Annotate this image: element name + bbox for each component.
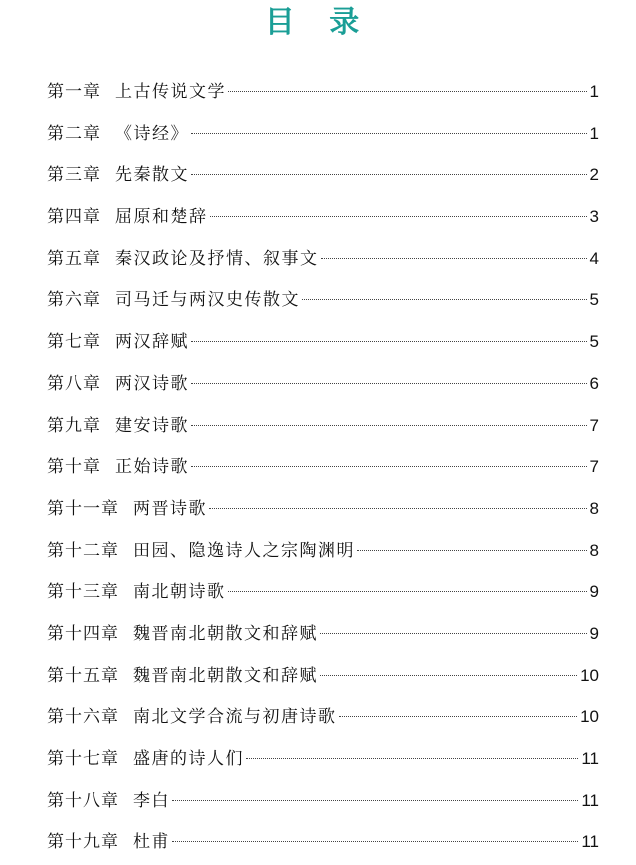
chapter-title: 秦汉政论及抒情、叙事文	[115, 248, 319, 269]
chapter-title: 两晋诗歌	[133, 498, 207, 519]
toc-entry[interactable]	[47, 571, 599, 613]
dot-leader	[191, 383, 587, 384]
page-number: 11	[581, 832, 599, 852]
toc-entry[interactable]	[47, 405, 599, 447]
page-number: 6	[589, 373, 599, 393]
chapter-label: 第二章	[47, 123, 101, 144]
dot-leader	[321, 258, 587, 259]
chapter-title: 建安诗歌	[115, 415, 189, 436]
page-number: 11	[581, 790, 599, 810]
chapter-title: 先秦散文	[115, 165, 189, 186]
dot-leader	[320, 633, 587, 634]
chapter-title: 屈原和楚辞	[115, 207, 208, 228]
chapter-title: 田园、隐逸诗人之宗陶渊明	[133, 540, 355, 561]
toc-entry[interactable]	[47, 154, 599, 196]
chapter-label: 第十七章	[47, 749, 119, 769]
chapter-title: 两汉辞赋	[115, 332, 189, 353]
table-of-contents	[47, 71, 599, 863]
toc-entry[interactable]	[47, 196, 599, 238]
toc-entry[interactable]	[47, 363, 599, 405]
page-number: 8	[589, 498, 599, 518]
dot-leader	[302, 299, 587, 300]
page-number: 7	[589, 415, 599, 435]
page-number: 9	[589, 623, 599, 643]
chapter-title: 魏晋南北朝散文和辞赋	[133, 623, 318, 644]
toc-entry[interactable]	[47, 488, 599, 530]
dot-leader	[191, 466, 587, 467]
chapter-label: 第十二章	[47, 540, 119, 561]
page-number: 4	[589, 248, 599, 268]
dot-leader	[228, 91, 587, 92]
dot-leader	[191, 425, 587, 426]
dot-leader	[191, 174, 587, 175]
page-number: 10	[580, 665, 599, 685]
chapter-label: 第十四章	[47, 623, 119, 644]
toc-entry[interactable]	[47, 738, 599, 780]
page-number: 11	[581, 749, 599, 768]
toc-entry[interactable]	[47, 321, 599, 363]
dot-leader	[246, 758, 578, 759]
chapter-title: 正始诗歌	[115, 457, 189, 478]
chapter-title: 南北文学合流与初唐诗歌	[133, 707, 337, 728]
chapter-title: 盛唐的诗人们	[133, 749, 244, 769]
chapter-label: 第十一章	[47, 498, 119, 519]
toc-entry[interactable]	[47, 655, 599, 697]
page-number: 9	[589, 582, 599, 602]
page-number: 8	[589, 540, 599, 560]
toc-entry[interactable]	[47, 530, 599, 572]
chapter-title: 两汉诗歌	[115, 373, 189, 394]
chapter-label: 第三章	[47, 165, 101, 186]
toc-entry[interactable]	[47, 279, 599, 321]
chapter-label: 第一章	[47, 82, 101, 102]
chapter-title: 上古传说文学	[115, 82, 226, 102]
page-number: 10	[580, 707, 599, 727]
page-number: 7	[589, 457, 599, 477]
toc-entry[interactable]	[47, 821, 599, 863]
dot-leader	[172, 841, 578, 842]
chapter-title: 魏晋南北朝散文和辞赋	[133, 665, 318, 686]
page-number: 1	[589, 123, 599, 143]
page-number: 2	[589, 165, 599, 185]
dot-leader	[191, 133, 587, 134]
chapter-title: 司马迁与两汉史传散文	[115, 290, 300, 311]
chapter-label: 第十八章	[47, 790, 119, 811]
chapter-label: 第七章	[47, 332, 101, 353]
dot-leader	[172, 800, 578, 801]
chapter-label: 第四章	[47, 207, 101, 228]
toc-entry[interactable]	[47, 613, 599, 655]
dot-leader	[339, 716, 578, 717]
chapter-title: 杜甫	[133, 832, 170, 853]
page-title: 目 录	[264, 5, 372, 40]
page-number: 5	[589, 332, 599, 352]
page-number: 1	[589, 82, 599, 101]
dot-leader	[228, 591, 587, 592]
chapter-label: 第十三章	[47, 582, 119, 603]
toc-entry[interactable]	[47, 780, 599, 822]
dot-leader	[209, 508, 587, 509]
chapter-title: 李白	[133, 790, 170, 811]
page-number: 5	[589, 290, 599, 310]
dot-leader	[191, 341, 587, 342]
chapter-title: 南北朝诗歌	[133, 582, 226, 603]
chapter-label: 第十五章	[47, 665, 119, 686]
chapter-label: 第八章	[47, 373, 101, 394]
chapter-label: 第六章	[47, 290, 101, 311]
toc-entry[interactable]	[47, 696, 599, 738]
chapter-label: 第十六章	[47, 707, 119, 728]
chapter-label: 第十九章	[47, 832, 119, 853]
chapter-label: 第十章	[47, 457, 101, 478]
dot-leader	[320, 675, 577, 676]
toc-entry[interactable]	[47, 446, 599, 488]
toc-entry[interactable]	[47, 113, 599, 155]
chapter-label: 第五章	[47, 248, 101, 269]
dot-leader	[357, 550, 587, 551]
toc-entry[interactable]	[47, 71, 599, 113]
page-number: 3	[589, 207, 599, 227]
chapter-title: 《诗经》	[115, 123, 189, 144]
dot-leader	[210, 216, 587, 217]
toc-entry[interactable]	[47, 238, 599, 280]
chapter-label: 第九章	[47, 415, 101, 436]
